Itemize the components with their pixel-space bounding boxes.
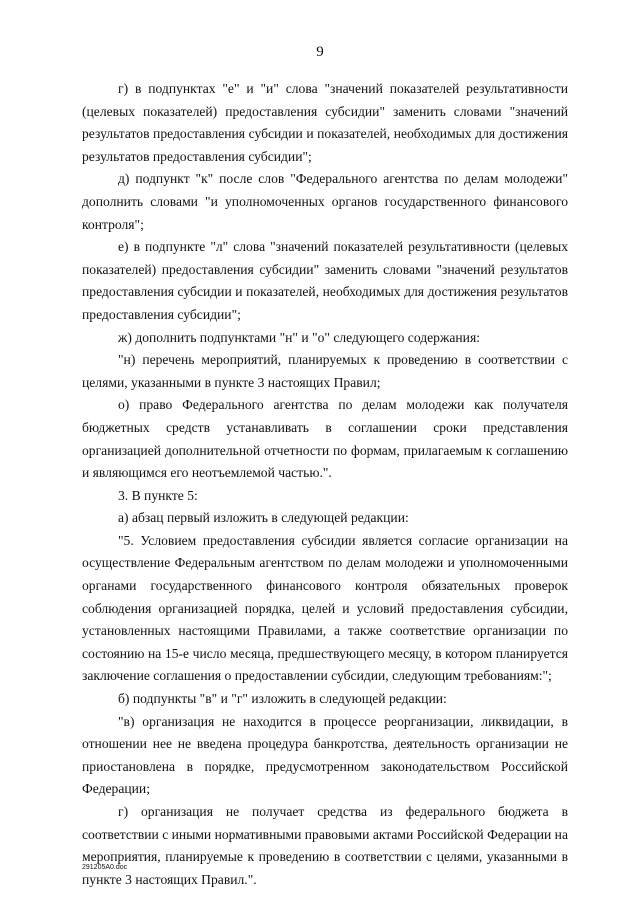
document-footer-filename: 291205A0.doc — [82, 864, 128, 871]
document-body — [82, 78, 568, 891]
paragraph: о) право Федерального агентства по делам молодежи как получателя бюджетных средств устанавливать в соглашении сроки представления организацией дополнительной отчетности по формам, прилагаемым к соглашению и являющимся его неотъемлемой частью.". — [82, 397, 568, 481]
paragraph: г) организация не получает средства из федерального бюджета в соответствии с иными нормативными правовыми актами Российской Федерации на мероприятия, планируемые к проведению в соответствии с целями, указанными в пункте 3 настоящих Правил.". — [82, 804, 568, 887]
paragraph: "в) организация не находится в процессе реорганизации, ликвидации, в отношении нее не введена процедура банкротства, деятельность организации не приостановлена в порядке, предусмотренном законодательством Российской Федерации; — [82, 713, 568, 797]
paragraph: ж) дополнить подпунктами "н" и "о" следующего содержания: — [118, 329, 480, 345]
paragraph: "5. Условием предоставления субсидии является согласие организации на осуществление Федеральным агентством по делам молодежи и уполномоченными органами государственного финансового контроля обязательных проверок соблюдения организацией порядка, целей и условий предоставления субсидии, установленных настоящими Правилами, а также соответствие организации по состоянию на 15-е число месяца, предшествующего месяцу, в котором планируется заключение соглашения о предоставлении субсидии, следующим требованиям:"; — [82, 532, 568, 684]
paragraph: д) подпункт "к" после слов "Федерального агентства по делам молодежи" дополнить словами "и уполномоченных органов государственного финансового контроля"; — [82, 171, 568, 232]
paragraph: г) в подпунктах "е" и "и" слова "значений показателей результативности (целевых показателей) предоставления субсидии" заменить словами "значений результатов предоставления субсидии и показателей, необходимых для достижения результатов предоставления субсидии"; — [82, 81, 568, 164]
paragraph: "н) перечень мероприятий, планируемых к проведению в соответствии с целями, указанными в пункте 3 настоящих Правил; — [82, 352, 568, 390]
paragraph: а) абзац первый изложить в следующей редакции: — [118, 510, 409, 526]
paragraph: 3. В пункте 5: — [118, 487, 198, 503]
paragraph: б) подпункты "в" и "г" изложить в следующей редакции: — [118, 691, 447, 707]
page-number: 9 — [316, 44, 324, 60]
paragraph: е) в подпункте "л" слова "значений показателей результативности (целевых показателей) предоставления субсидии" заменить словами "значений результатов предоставления субсидии и показателей, необходимых для достижения результатов предоставления субсидии"; — [82, 239, 568, 322]
